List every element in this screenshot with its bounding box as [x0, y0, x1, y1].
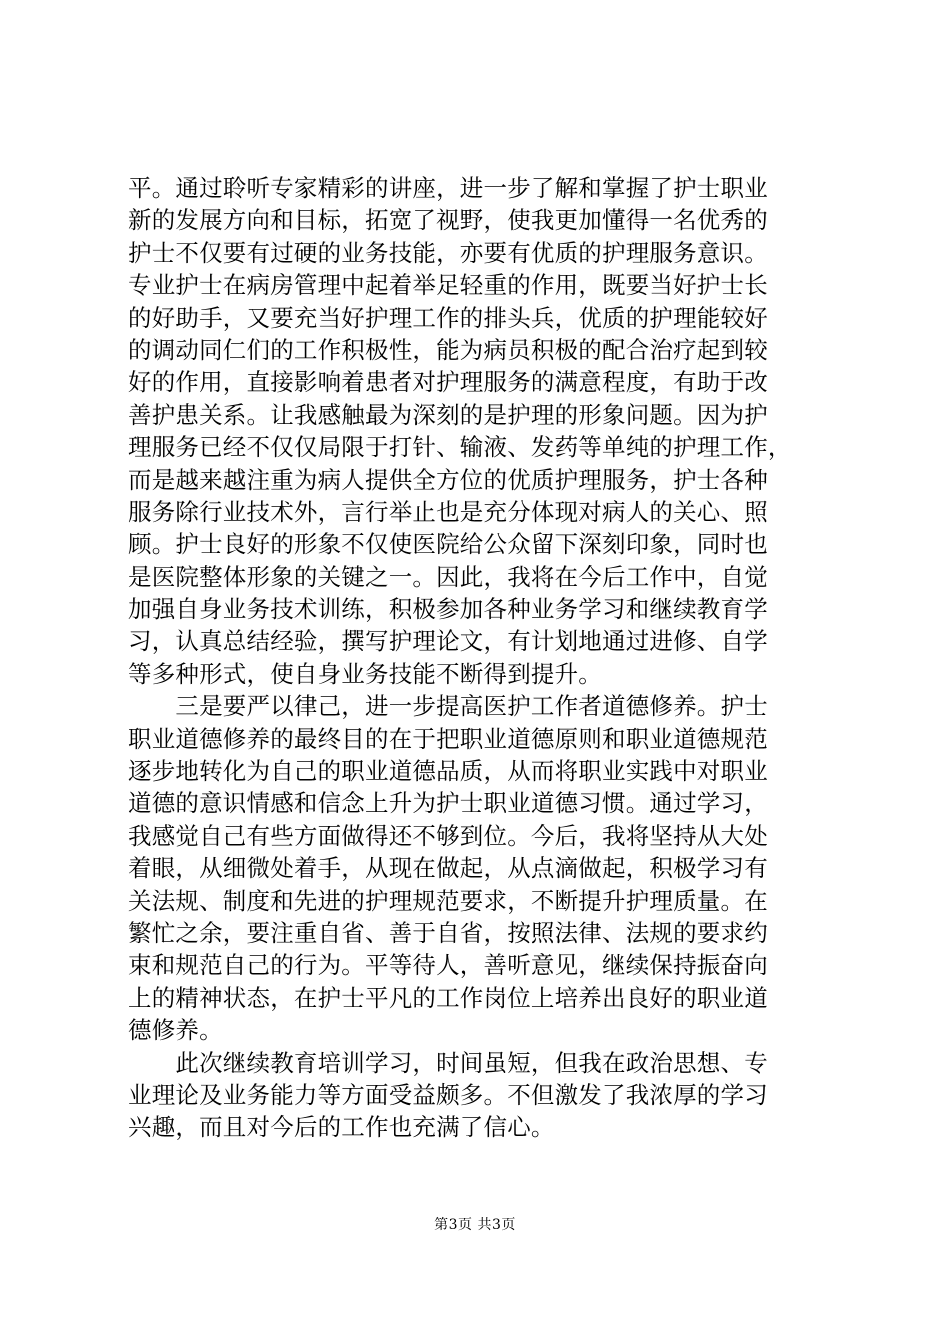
text-line: 我感觉自己有些方面做得还不够到位。今后，我将坚持从大处: [128, 821, 768, 850]
text-line: 此次继续教育培训学习，时间虽短，但我在政治思想、专: [128, 1048, 768, 1077]
text-line: 加强自身业务技术训练，积极参加各种业务学习和继续教育学: [128, 595, 768, 624]
text-line: 善护患关系。让我感触最为深刻的是护理的形象问题。因为护: [128, 400, 768, 429]
text-line: 业理论及业务能力等方面受益颇多。不但激发了我浓厚的学习: [128, 1080, 768, 1109]
text-line: 德修养。: [128, 1016, 223, 1045]
text-line: 新的发展方向和目标，拓宽了视野，使我更加懂得一名优秀的: [128, 206, 768, 235]
text-line: 理服务已经不仅仅局限于打针、输液、发药等单纯的护理工作，: [128, 433, 792, 462]
text-line: 的调动同仁们的工作积极性，能为病员积极的配合治疗起到较: [128, 335, 768, 364]
text-line: 的好助手，又要充当好护理工作的排头兵，优质的护理能较好: [128, 303, 768, 332]
text-line: 而是越来越注重为病人提供全方位的优质护理服务，护士各种: [128, 465, 768, 494]
text-line: 繁忙之余，要注重自省、善于自省，按照法律、法规的要求约: [128, 918, 768, 947]
text-line: 逐步地转化为自己的职业道德品质，从而将职业实践中对职业: [128, 757, 768, 786]
text-line: 顾。护士良好的形象不仅使医院给公众留下深刻印象，同时也: [128, 530, 768, 559]
text-line: 好的作用，直接影响着患者对护理服务的满意程度，有助于改: [128, 368, 768, 397]
text-line: 束和规范自己的行为。平等待人，善听意见，继续保持振奋向: [128, 951, 768, 980]
body-text: [128, 172, 838, 1144]
text-line: 兴趣，而且对今后的工作也充满了信心。: [128, 1113, 555, 1142]
text-line: 着眼，从细微处着手，从现在做起，从点滴做起，积极学习有: [128, 854, 768, 883]
text-line: 上的精神状态，在护士平凡的工作岗位上培养出良好的职业道: [128, 983, 768, 1012]
page-number-footer: 第3页 共3页: [434, 1217, 516, 1233]
text-line: 平。通过聆听专家精彩的讲座，进一步了解和掌握了护士职业: [128, 174, 768, 202]
text-line: 道德的意识情感和信念上升为护士职业道德习惯。通过学习，: [128, 789, 768, 818]
text-line: 是医院整体形象的关键之一。因此，我将在今后工作中，自觉: [128, 562, 768, 591]
text-line: 护士不仅要有过硬的业务技能，亦要有优质的护理服务意识。: [128, 238, 768, 267]
text-line: 专业护士在病房管理中起着举足轻重的作用，既要当好护士长: [128, 271, 768, 300]
text-line: 职业道德修养的最终目的在于把职业道德原则和职业道德规范: [128, 724, 768, 753]
text-line: 服务除行业技术外，言行举止也是充分体现对病人的关心、照: [128, 497, 768, 526]
text-line: 习，认真总结经验，撰写护理论文，有计划地通过进修、自学: [128, 627, 768, 656]
text-line: 三是要严以律己，进一步提高医护工作者道德修养。护士: [128, 692, 768, 721]
text-line: 关法规、制度和先进的护理规范要求，不断提升护理质量。在: [128, 886, 768, 915]
text-line: 等多种形式，使自身业务技能不断得到提升。: [128, 659, 602, 688]
